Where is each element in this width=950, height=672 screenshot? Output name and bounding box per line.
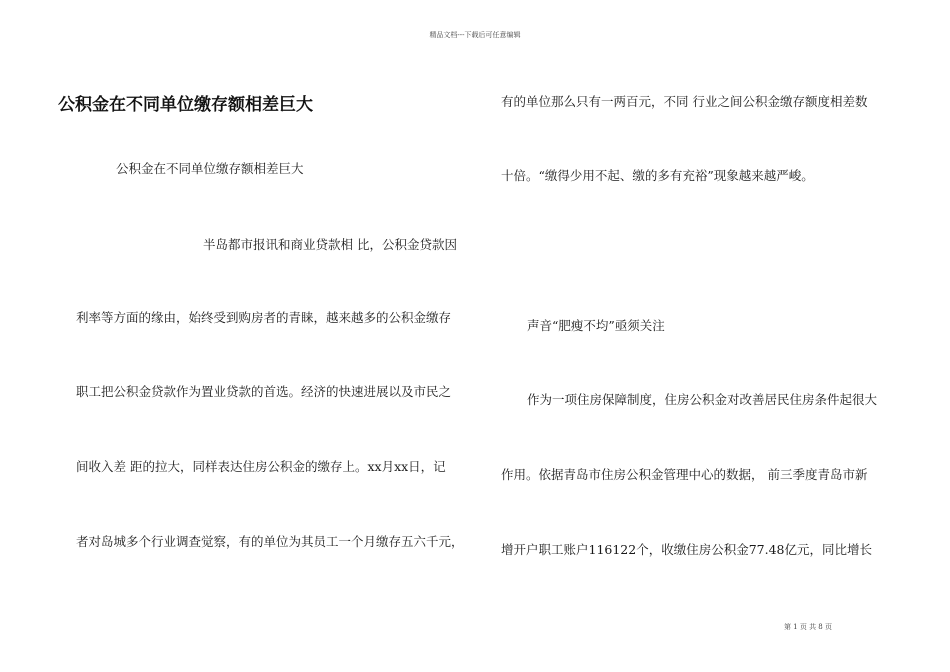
- paragraph-line: 有的单位那么只有一两百元，不同 行业之间公积金缴存额度相差数: [501, 94, 868, 109]
- paragraph-line: 间收入差 距的拉大，同样表达住房公积金的缴存上。xx月xx日，记: [76, 459, 446, 474]
- section-heading: 声音“肥瘦不均”亟须关注: [527, 318, 665, 333]
- page-number: 第 1 页 共 8 页: [783, 623, 832, 631]
- paragraph-line: 半岛都市报讯和商业贷款相 比，公积金贷款因: [203, 237, 457, 252]
- page-header: 精品文档---下载后可任意编辑: [429, 31, 521, 39]
- paragraph-line: 利率等方面的缘由，始终受到购房者的青睐，越来越多的公积金缴存: [76, 310, 452, 325]
- paragraph-line: 十倍。“缴得少用不起、缴的多有充裕”现象越来越严峻。: [501, 168, 814, 183]
- paragraph-line: 者对岛城多个行业调查觉察，有的单位为其员工一个月缴存五六千元，: [76, 534, 464, 549]
- paragraph-line: 作用。依据青岛市住房公积金管理中心的数据， 前三季度青岛市新: [501, 467, 868, 482]
- paragraph-line: 职工把公积金贷款作为置业贷款的首选。经济的快速进展以及市民之: [76, 384, 452, 399]
- document-title: 公积金在不同单位缴存额相差巨大: [58, 95, 313, 115]
- paragraph-line: 作为一项住房保障制度，住房公积金对改善居民住房条件起很大: [527, 392, 878, 407]
- paragraph-line: 公积金在不同单位缴存额相差巨大: [116, 161, 304, 176]
- paragraph-line: 增开户职工账户116122个，收缴住房公积金77.48亿元，同比增长: [501, 542, 873, 557]
